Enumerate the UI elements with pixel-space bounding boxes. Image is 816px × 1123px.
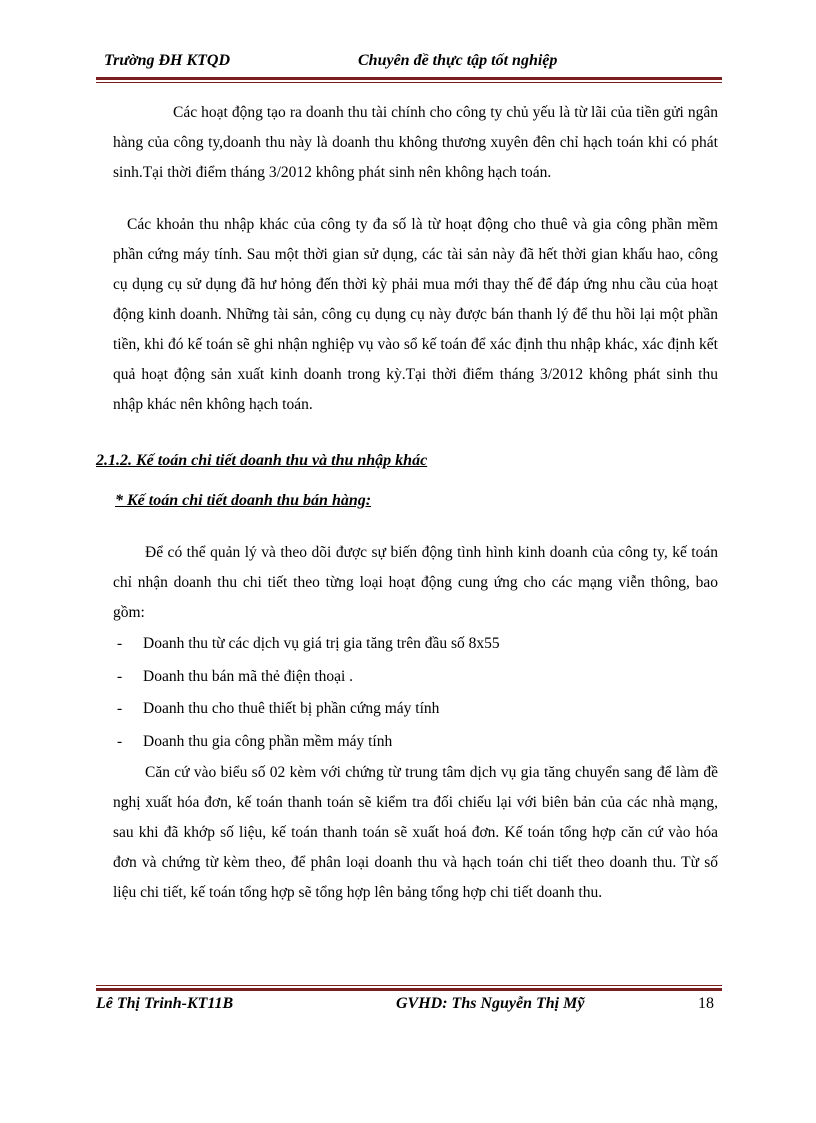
- list-item: - Doanh thu bán mã thẻ điện thoại .: [113, 661, 718, 694]
- page-footer: [96, 995, 722, 1019]
- section-heading: 2.1.2. Kế toán chi tiết doanh thu và thu nhập khác: [96, 452, 428, 469]
- paragraph-revenue-tracking: Để có thể quản lý và theo dõi được sự biến động tình hình kinh doanh của công ty, kế toán chỉ nhận doanh thu chi tiết theo từng loại hoạt động cung ứng cho các mạng viễn thông, bao gồm:: [113, 544, 718, 621]
- header-rule-thick: [96, 77, 722, 80]
- footer-rule-thin: [96, 985, 722, 986]
- revenue-type-list: [113, 628, 718, 758]
- list-item: - Doanh thu cho thuê thiết bị phần cứng máy tính: [113, 693, 718, 726]
- bullet-dash: -: [117, 667, 123, 685]
- paragraph-financial-revenue: Các hoạt động tạo ra doanh thu tài chính cho công ty chủ yếu là từ lãi của tiền gửi ngân hàng của công ty,doanh thu này là doanh thu không thương xuyên đên chỉ hạch toán khi có phát sinh.Tại thời điểm tháng 3/2012 không phát sinh nên không hạch toán.: [113, 104, 718, 181]
- paragraph-other-income: Các khoản thu nhập khác của công ty đa số là từ hoạt động cho thuê và gia công phần mềm phần cứng máy tính. Sau một thời gian sử dụng, các tài sản này đã hết thời gian khấu hao, công cụ dụng cụ sử dụng đã hư hỏng đến thời kỳ phải mua mới thay thế để đáp ứng nhu cầu của hoạt động kinh doanh. Những tài sản, công cụ dụng cụ này được bán thanh lý để thu hồi lại một phần tiền, khi đó kế toán sẽ ghi nhận nghiệp vụ vào sổ kế toán để xác định thu nhập khác, xác định kết quả hoạt động sản xuất kinh doanh trong kỳ.Tại thời điểm tháng 3/2012 không phát sinh thu nhập khác nên không hạch toán.: [113, 216, 718, 413]
- page-number: 18: [698, 995, 714, 1012]
- list-item: - Doanh thu gia công phần mềm máy tính: [113, 726, 718, 759]
- header-rule-thin: [96, 82, 722, 83]
- paragraph-invoice-process: Căn cứ vào biểu số 02 kèm với chứng từ trung tâm dịch vụ gia tăng chuyển sang để làm đề nghị xuất hóa đơn, kế toán thanh toán sẽ kiểm tra đối chiếu lại với biên bản của các nhà mạng, sau khi đã khớp số liệu, kế toán thanh toán sẽ xuất hoá đơn. Kế toán tổng hợp căn cứ vào hóa đơn và chứng từ kèm theo, để phân loại doanh thu và hạch toán chi tiết theo doanh thu. Từ số liệu chi tiết, kế toán tổng hợp sẽ tổng hợp lên bảng tổng hợp chi tiết doanh thu.: [113, 764, 718, 901]
- page-header: [96, 52, 718, 76]
- footer-author: Lê Thị Trinh-KT11B: [96, 995, 234, 1012]
- header-school: Trường ĐH KTQD: [104, 52, 231, 69]
- bullet-dash: -: [117, 700, 123, 717]
- list-item: - Doanh thu từ các dịch vụ giá trị gia tăng trên đầu số 8x55: [113, 628, 718, 661]
- bullet-dash: -: [117, 732, 123, 750]
- bullet-dash: -: [117, 635, 123, 652]
- header-report-title: Chuyên đề thực tập tốt nghiệp: [358, 52, 558, 69]
- subsection-heading: * Kế toán chi tiết doanh thu bán hàng:: [115, 492, 372, 509]
- footer-supervisor: GVHD: Ths Nguyễn Thị Mỹ: [396, 995, 585, 1012]
- footer-rule-thick: [96, 988, 722, 991]
